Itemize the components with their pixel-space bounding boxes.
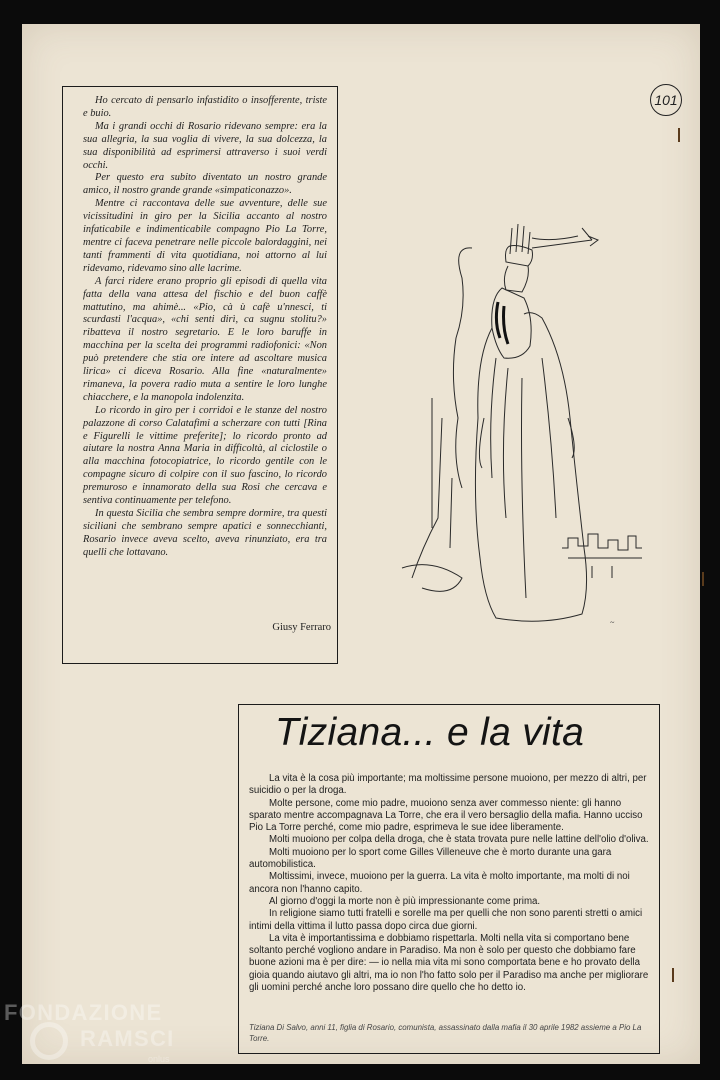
watermark-g-logo-icon bbox=[30, 1022, 68, 1060]
staple-mark-bottom bbox=[672, 968, 680, 982]
figure-illustration bbox=[392, 218, 672, 638]
article-body bbox=[249, 773, 651, 994]
watermark-line-3: onlus bbox=[148, 1054, 170, 1064]
article-paragraph: In questa Sicilia che sembra sempre dormire, tra questi siciliani che sembrano sempre apatici e sonnecchianti, Rosario invece aveva scelto, aveva rinunziato, era tra quelli che lottavano. bbox=[83, 508, 327, 558]
article-paragraph: Ho cercato di pensarlo infastidito o insofferente, triste e buio. bbox=[83, 95, 327, 119]
article-paragraph: Molte persone, come mio padre, muoiono senza aver commesso niente: gli hanno sparato mentre accompagnava La Torre, che era il vero bersaglio della mafia. Hanno ucciso Pio La Torre perché, come mio padre, esprimeva le sue idee liberamente. bbox=[249, 797, 643, 834]
article-paragraph: Moltissimi, invece, muoiono per la guerra. La vita è molto importante, ma molti di noi ancora non l'hanno capito. bbox=[249, 871, 630, 895]
article-paragraph: In religione siamo tutti fratelli e sorelle ma per quelli che non sono parenti stretti o amici intimi della vittima il lutto passa dopo circa due giorni. bbox=[249, 908, 643, 932]
watermark-line-1: FONDAZIONE bbox=[4, 1000, 163, 1025]
article-paragraph: Lo ricordo in giro per i corridoi e le stanze del nostro palazzone di corso Calatafimi a scherzare con tutti [Rina e Figurelli le vittime preferite]; lo ricordo pronto ad aiutare la nostra Anna Maria in difficoltà, al ciclostile o alla macchina fotocopiatrice, lo ricordo gentile con le compagne sicuro di colpire con il suo fascino, lo ricordo premuroso e innamorato della sua Rosi che cercava e sentiva continuamente per telefono. bbox=[83, 404, 327, 507]
article-paragraph: Molti muoiono per lo sport come Gilles Villeneuve che è morto durante una gara automobilistica. bbox=[249, 846, 612, 871]
article-title: Tiziana... e la vita bbox=[275, 711, 585, 754]
article-paragraph: Al giorno d'oggi la morte non è più impressionante come prima. bbox=[269, 895, 541, 907]
article-paragraph: Per questo era subito diventato un nostro grande amico, il nostro grande grande «simpaticonazzo». bbox=[83, 172, 327, 197]
article-paragraph: La vita è la cosa più importante; ma moltissime persone muoiono, per mezzo di altri, per suicidio o per la droga. bbox=[249, 773, 647, 797]
artist-signature: ~ bbox=[610, 618, 615, 627]
staple-mark-top bbox=[678, 128, 686, 142]
tiziana-article-box bbox=[238, 704, 660, 1054]
article-paragraph: A farci ridere erano proprio gli episodi di quella vita fatta della vana attesa del fischio e del buon caffè mattutino, ma ahimè... «Pio, cà ù cafè u'nnesci, ti scurdasti l'acqua», «chi senti dirì, ca sugnu stolitu?» ribatteva il nostro segretario. E le loro baruffe in macchina per la scelta dei programmi radiofonici: «Non può pretendere che stia ore intere ad ascoltare musica lirica» ci diceva Rosario. Alla fine «naturalmente» rimaneva, la povera radio muta a sentire le loro lunghe chiacchere, e la manopola indolenzita. bbox=[83, 275, 327, 403]
article-paragraph: La vita è importantissima e dobbiamo rispettarla. Molti nella vita si comportano bene soltanto perché vogliono andare in Paradiso. Ma non è solo per questo che dobbiamo fare buone azioni ma è per dire: — io nella mia vita mi sono comportata bene e ho provato della gioia quando aiutavo gli altri, ma io non l'ho fatto solo per il Paradiso ma anche per migliorare gli uomini perché anche loro possano dire quello che ho detto io. bbox=[249, 932, 649, 994]
article-paragraph: Mentre ci raccontava delle sue avventure, delle sue vicissitudini in giro per la Sicilia accanto al nostro infaticabile e indimenticabile compagno Pio La Torre, mentre ci faceva penetrare nelle piccole balordaggini, nei tanti frammenti di vita quotidiana, noi attorno al lui ridevamo, ridevamo sino alle lacrime. bbox=[83, 198, 327, 274]
foundation-watermark bbox=[4, 1000, 204, 1074]
page-number-stamp: 101 bbox=[650, 84, 682, 116]
article-caption: Tiziana Di Salvo, anni 11, figlia di Rosario, comunista, assassinato dalla mafia il 30 aprile 1982 assieme a Pio La Torre. bbox=[249, 1023, 642, 1043]
article-paragraph: Molti muoiono per colpa della droga, che è stata trovata pure nelle lattine dell'olio d'oliva. bbox=[269, 834, 649, 846]
memorial-article-box bbox=[62, 86, 338, 664]
show-through-text bbox=[422, 144, 434, 197]
watermark-line-2: RAMSCI bbox=[80, 1026, 175, 1051]
author-signature: Giusy Ferraro bbox=[272, 622, 331, 633]
staple-mark-middle bbox=[702, 572, 710, 586]
article-paragraph: Ma i grandi occhi di Rosario ridevano sempre: era la sua allegria, la sua voglia di vivere, la sua dolcezza, la sua disponibilità ad esprimersi attraverso i suoi verdi occhi. bbox=[83, 120, 327, 171]
